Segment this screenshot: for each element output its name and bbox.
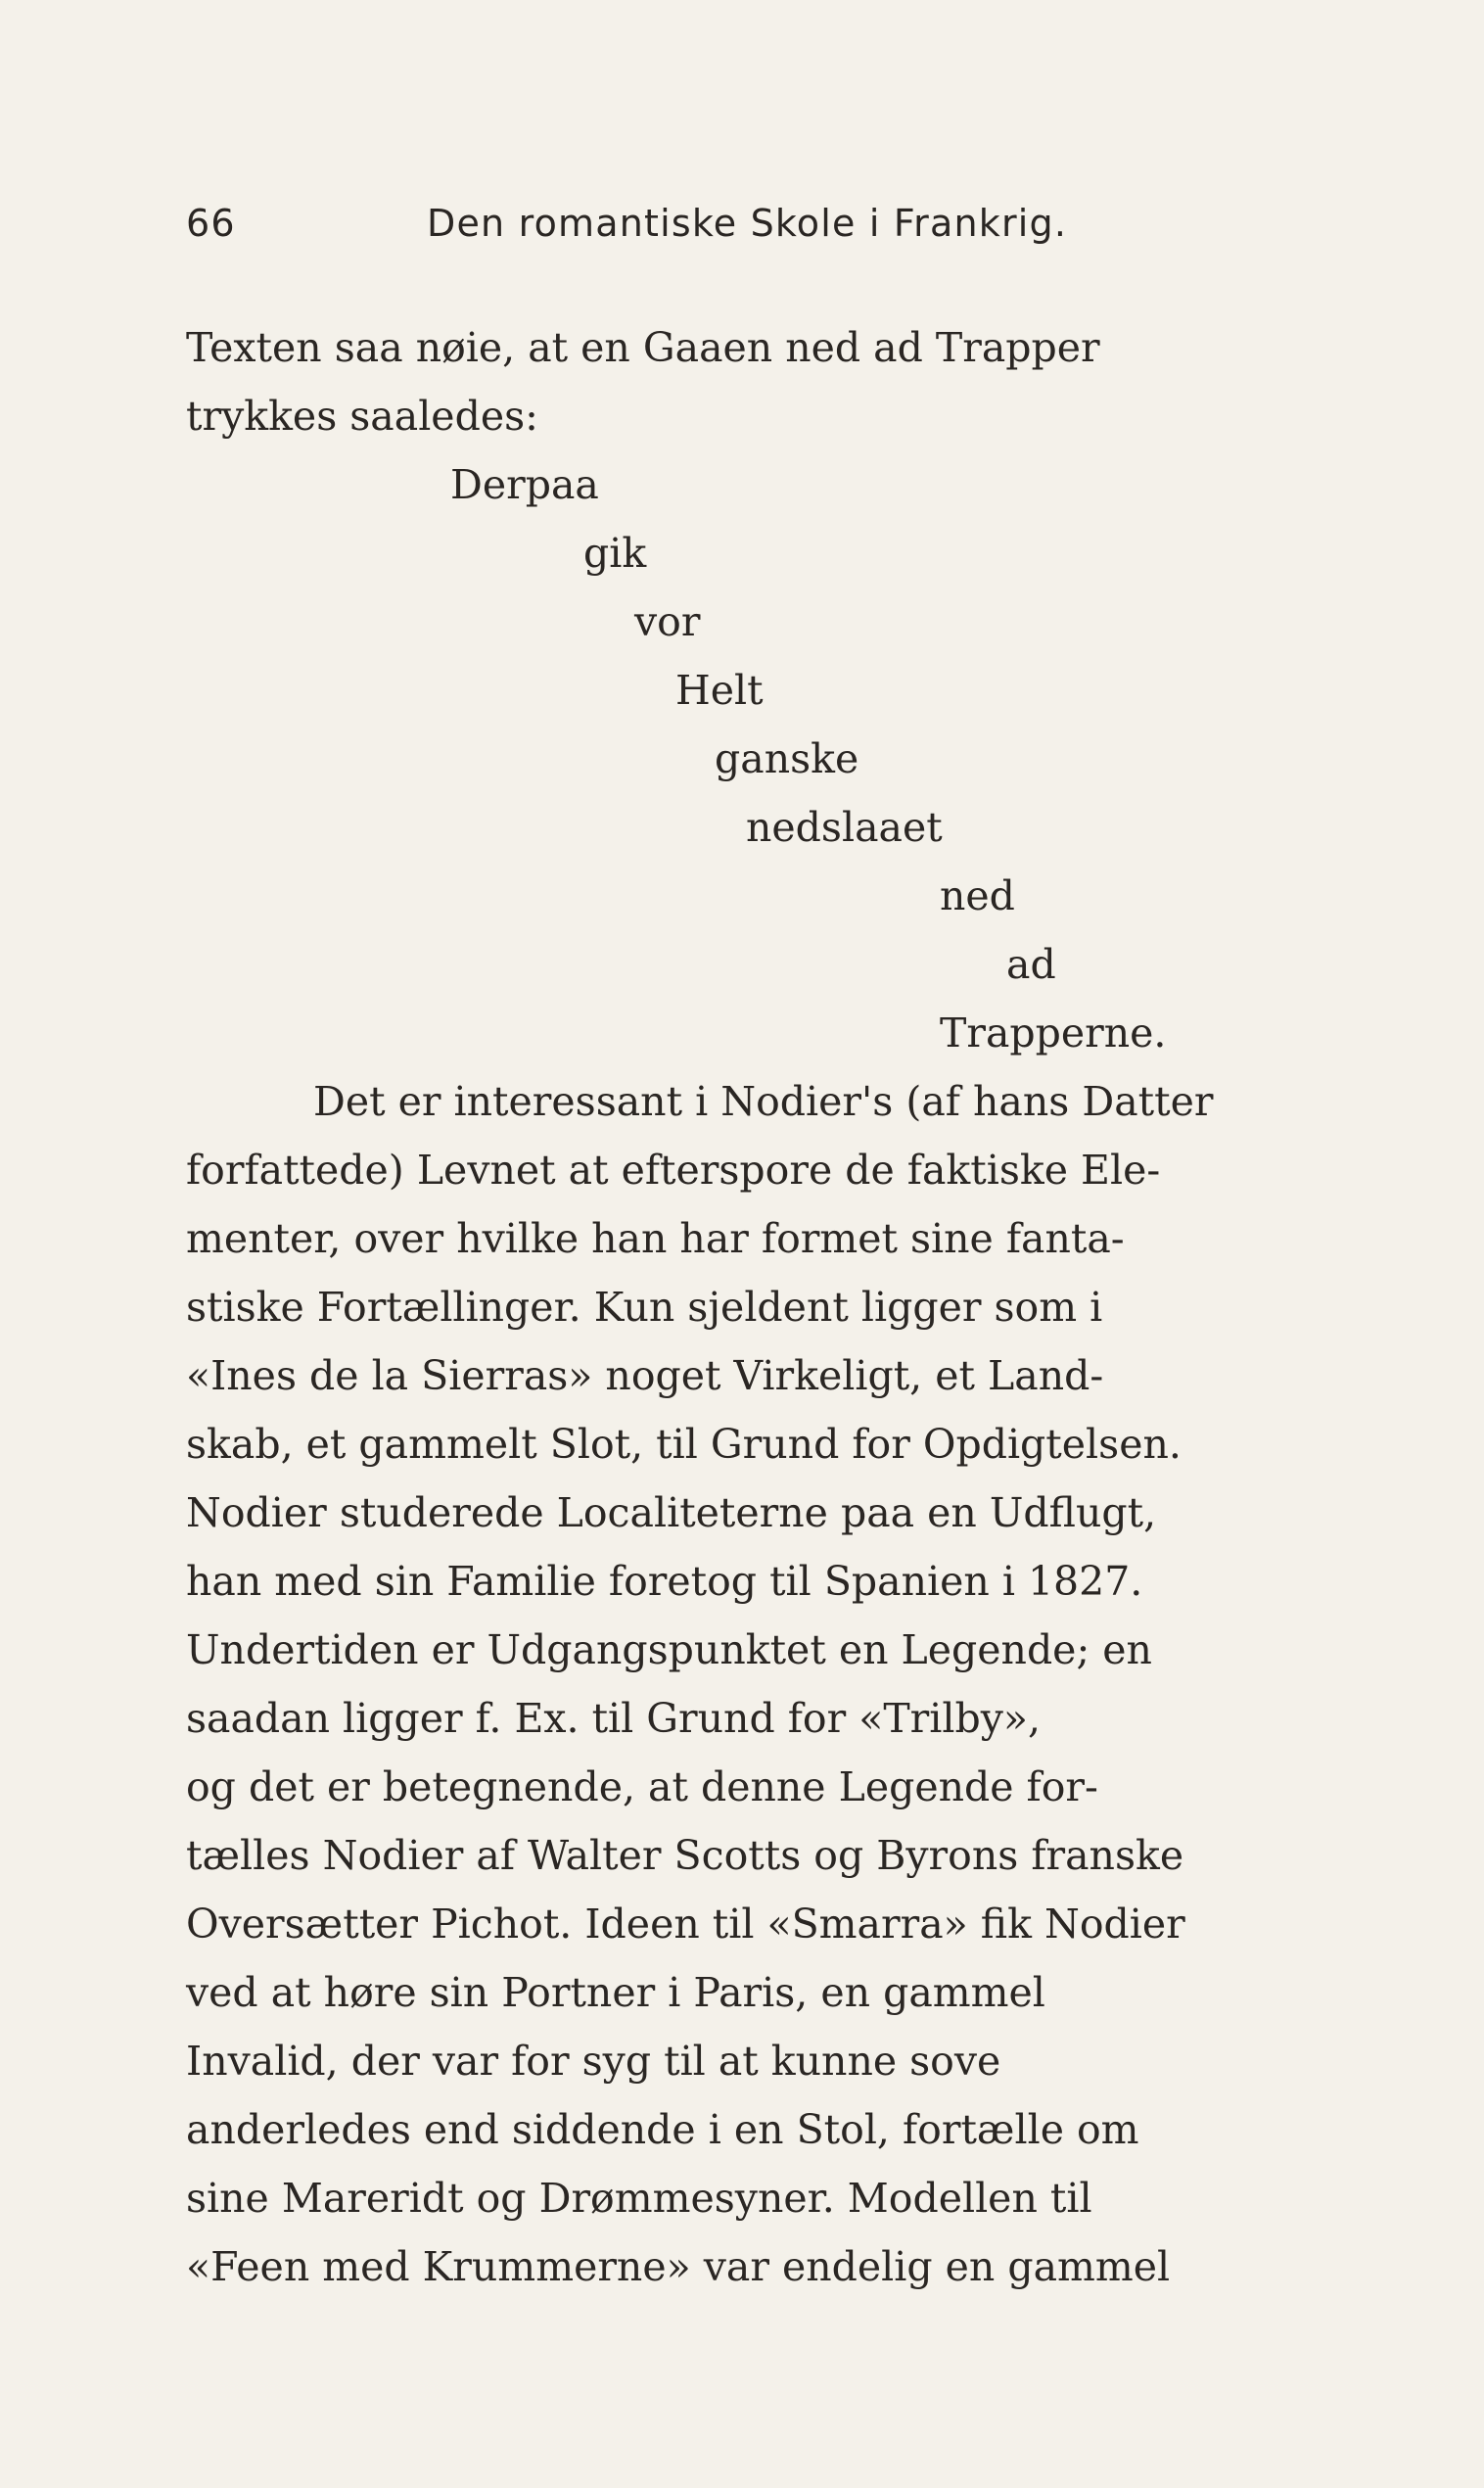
text-line: Texten saa nøie, at en Gaaen ned ad Trapper xyxy=(186,324,1100,371)
text-line: stiske Fortællinger. Kun sjeldent ligger som i xyxy=(186,1284,1103,1331)
staircase-word: Trapperne. xyxy=(940,1009,1167,1056)
staircase-text xyxy=(186,450,1380,1067)
staircase-word: Derpaa xyxy=(450,461,599,508)
page-number: 66 xyxy=(186,202,236,245)
text-line: Nodier studerede Localiteterne paa en Udflugt, xyxy=(186,1489,1157,1536)
text-line: Oversætter Pichot. Ideen til «Smarra» fik Nodier xyxy=(186,1901,1185,1948)
running-title: Den romantiske Skole i Frankrig. xyxy=(427,202,1068,245)
staircase-word: gik xyxy=(583,530,647,577)
text-line: Undertiden er Udgangspunktet en Legende; en xyxy=(186,1626,1152,1673)
staircase-word: vor xyxy=(634,598,701,645)
text-line: anderledes end siddende i en Stol, fortælle om xyxy=(186,2106,1139,2153)
text-line: «Ines de la Sierras» noget Virkeligt, et Land- xyxy=(186,1352,1104,1399)
body-text xyxy=(186,313,1380,2301)
paragraph xyxy=(186,1067,1380,2301)
text-line: Invalid, der var for syg til at kunne sove xyxy=(186,2038,1001,2085)
staircase-word: Helt xyxy=(675,667,764,714)
text-line: menter, over hvilke han har formet sine fanta- xyxy=(186,1215,1125,1262)
text-line: trykkes saaledes: xyxy=(186,393,538,440)
text-line: forfattede) Levnet at efterspore de faktiske Ele- xyxy=(186,1147,1161,1194)
text-line: Det er interessant i Nodier's (af hans Datter xyxy=(313,1078,1214,1125)
text-line: tælles Nodier af Walter Scotts og Byrons franske xyxy=(186,1832,1184,1879)
staircase-word: nedslaaet xyxy=(746,804,943,851)
text-line: skab, et gammelt Slot, til Grund for Opdigtelsen. xyxy=(186,1421,1182,1468)
text-line: han med sin Familie foretog til Spanien i 1827. xyxy=(186,1558,1143,1605)
text-line: saadan ligger f. Ex. til Grund for «Trilby», xyxy=(186,1695,1042,1742)
text-line: og det er betegnende, at denne Legende for- xyxy=(186,1763,1098,1810)
running-head xyxy=(186,194,1302,253)
text-line: «Feen med Krummerne» var endelig en gammel xyxy=(186,2243,1171,2290)
staircase-word: ganske xyxy=(715,735,859,782)
text-line: sine Mareridt og Drømmesyner. Modellen til xyxy=(186,2175,1092,2222)
staircase-word: ad xyxy=(1006,941,1056,988)
staircase-word: ned xyxy=(940,872,1015,919)
text-line: ved at høre sin Portner i Paris, en gammel xyxy=(186,1969,1045,2016)
